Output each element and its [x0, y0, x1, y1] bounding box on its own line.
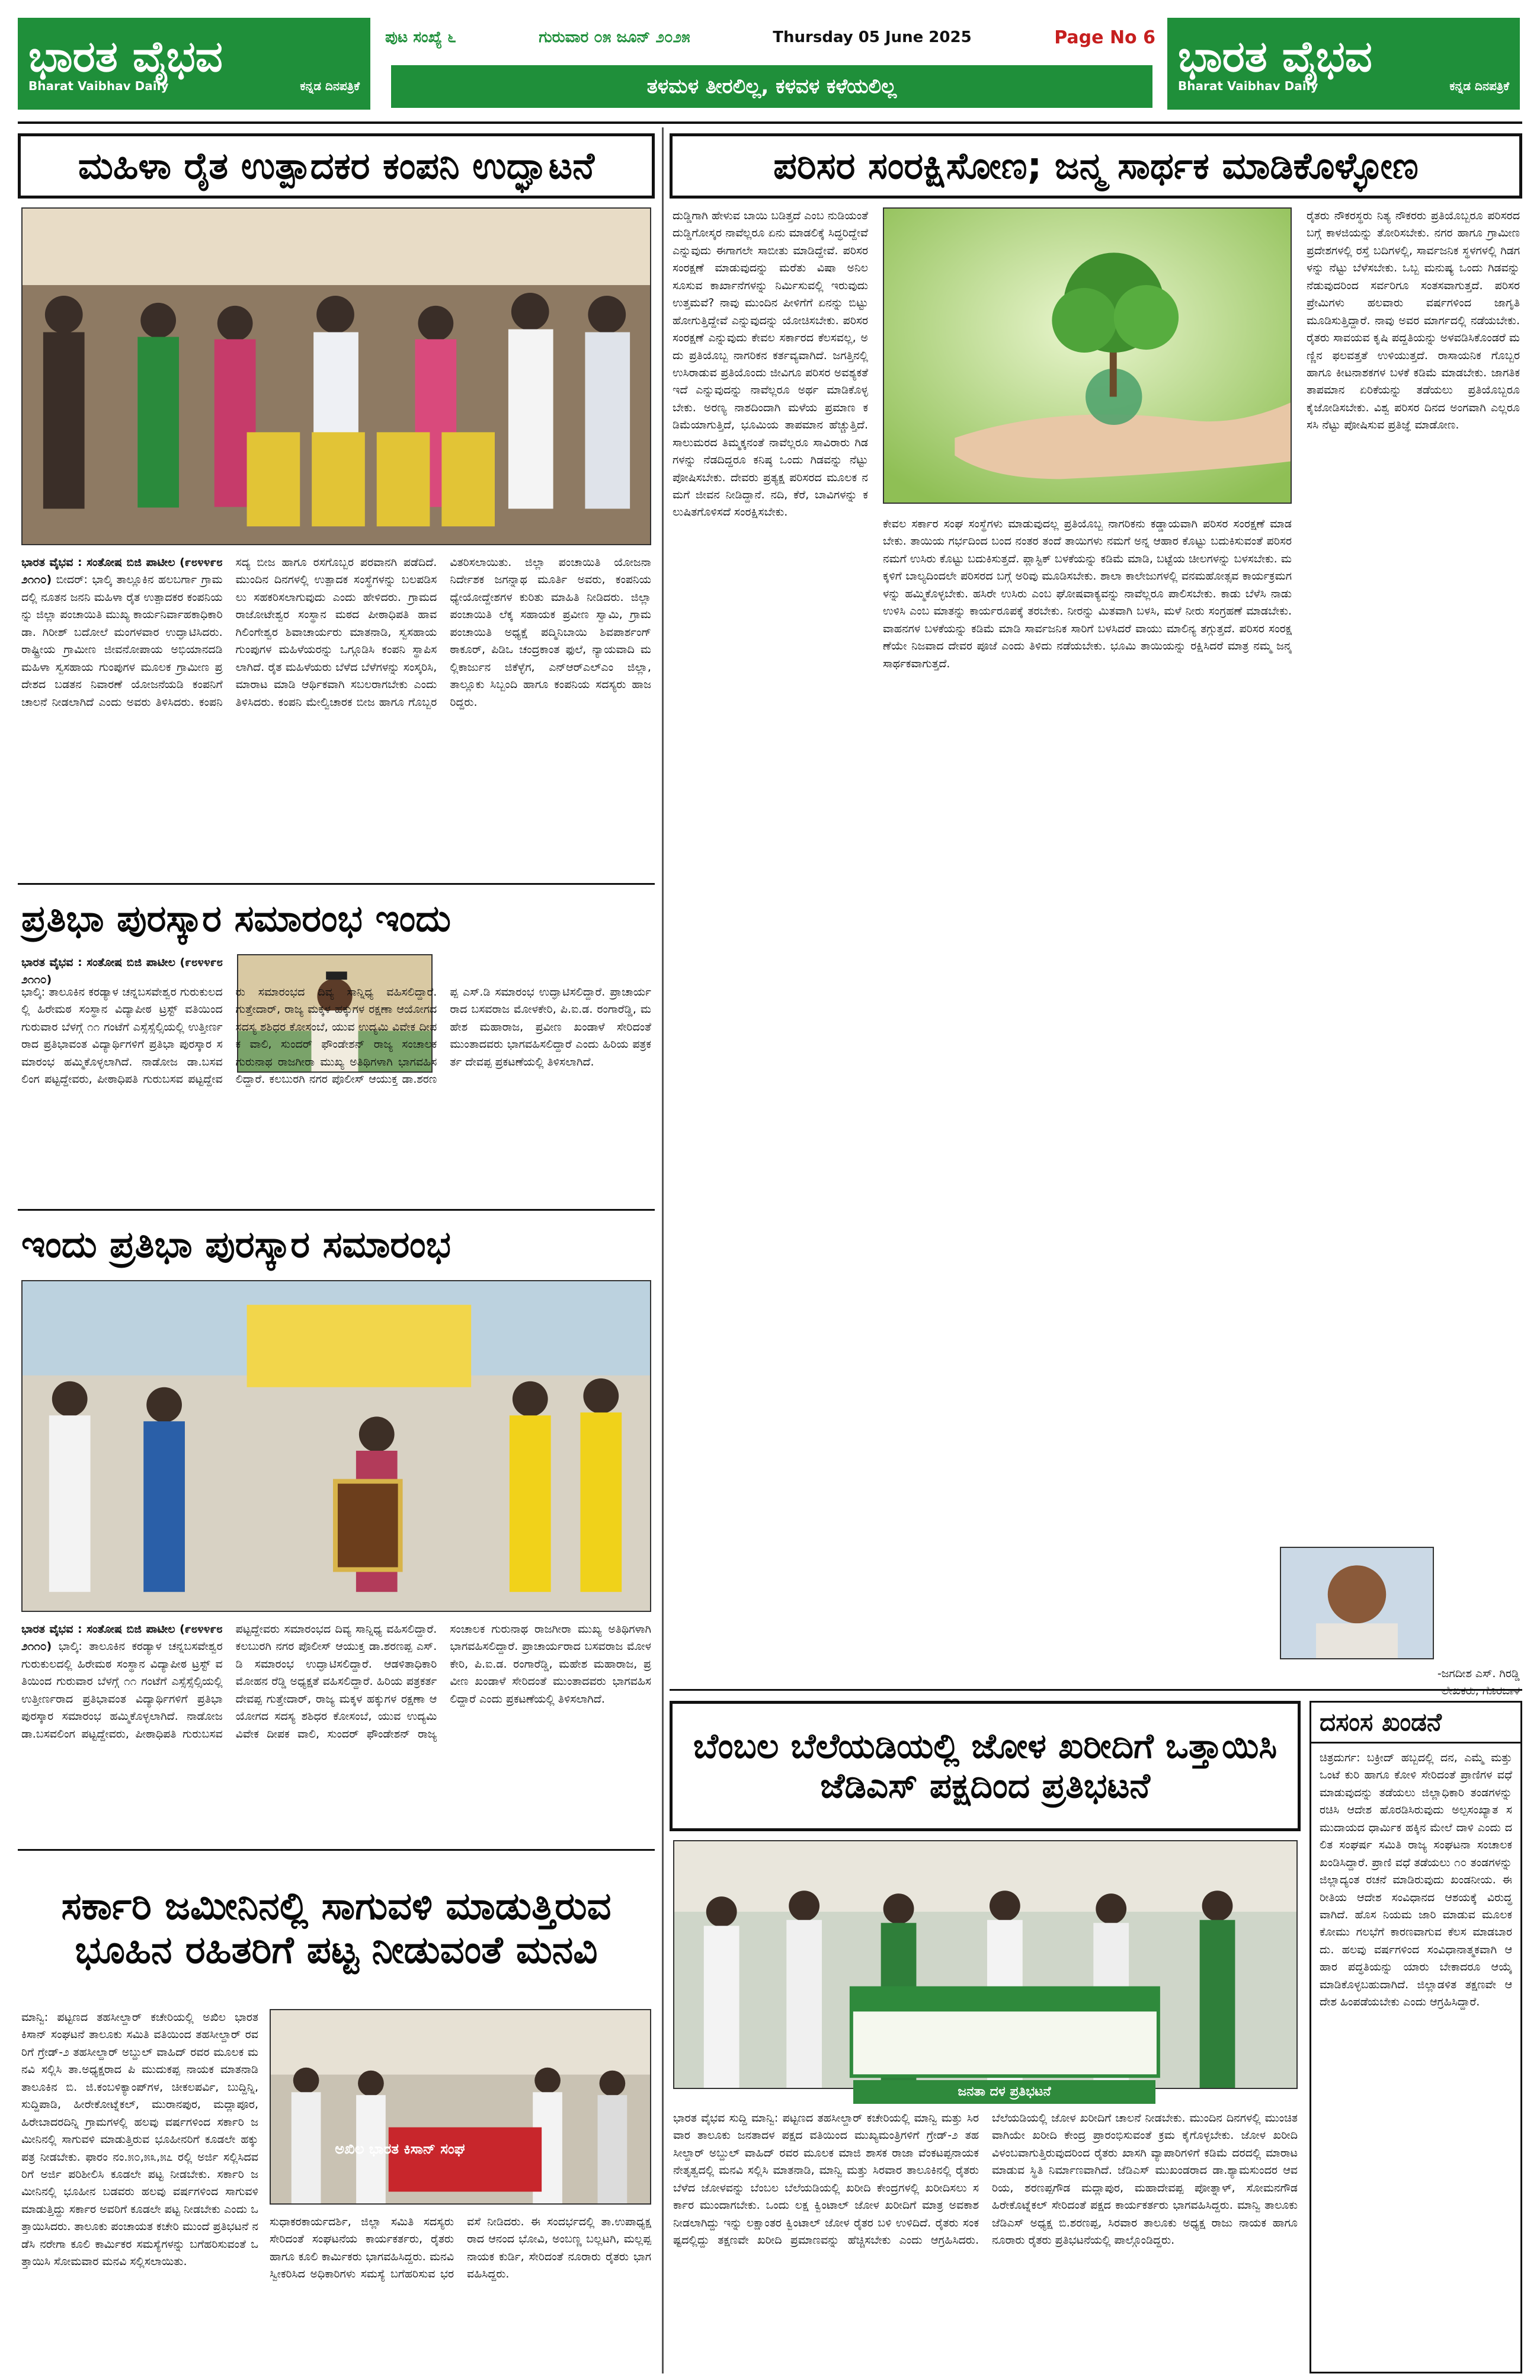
masthead-subtitle-kn-right: ಕನ್ನಡ ದಿನಪತ್ರಿಕೆ: [1449, 79, 1509, 94]
photo-a1: [21, 207, 651, 545]
text-a5-col2: ಕೇವಲ ಸರ್ಕಾರ ಸಂಘ ಸಂಸ್ಥೆಗಳು ಮಾಡುವುದಲ್ಲ ಪ್ರತಿಯೊಬ್ಬ ನಾಗರಿಕನು ಕಡ್ಡಾಯವಾಗಿ ಪರಿಸರ ಸಂರಕ್ಷಣೆ ಮಾಡಬೇಕು. ತಾಯಿಯ ಗರ್ಭದಿಂದ ಬಂದ ನಂತರ ತಂದೆ ತಾಯಿಗಳು ನಮಗೆ ಅನ್ನ ಆಹಾರ ಕೊಟ್ಟು ಬದುಕಿಸುವಂತೆ ಪರಿಸರ ನಮಗೆ ಉಸಿರು ಕೊಟ್ಟು ಬದುಕಿಸುತ್ತದೆ. ಪ್ಲಾಸ್ಟಿಕ್ ಬಳಕೆಯನ್ನು ಕಡಿಮೆ ಮಾಡಿ, ಬಟ್ಟೆಯ ಚೀಲಗಳನ್ನು ಬಳಸಬೇಕು. ಮಕ್ಕಳಿಗೆ ಬಾಲ್ಯದಿಂದಲೇ ಪರಿಸರದ ಬಗ್ಗೆ ಅರಿವು ಮೂಡಿಸಬೇಕು. ಶಾಲಾ ಕಾಲೇಜುಗಳಲ್ಲಿ ವನಮಹೋತ್ಸವ ಕಾರ್ಯಕ್ರಮಗಳನ್ನು ಹಮ್ಮಿಕೊಳ್ಳಬೇಕು. ಹಸಿರೇ ಉಸಿರು ಎಂಬ ಘೋಷವಾಕ್ಯವನ್ನು ನಾವೆಲ್ಲರೂ ಪಾಲಿಸಬೇಕು. ಕಾಡು ಬೆಳೆಸಿ ನಾಡು ಉಳಿಸಿ ಎಂಬ ಮಾತನ್ನು ಕಾರ್ಯರೂಪಕ್ಕೆ ತರಬೇಕು. ನೀರನ್ನು ಮಿತವಾಗಿ ಬಳಸಿ, ಮಳೆ ನೀರು ಸಂಗ್ರಹಣೆ ಮಾಡಬೇಕು. ವಾಹನಗಳ ಬಳಕೆಯನ್ನು ಕಡಿಮೆ ಮಾಡಿ ಸಾರ್ವಜನಿಕ ಸಾರಿಗೆ ಬಳಸಿದರೆ ವಾಯು ಮಾಲಿನ್ಯ ತಗ್ಗುತ್ತದೆ. ಪರಿಸರ ಸಂರಕ್ಷಣೆಯೇ ನಿಜವಾದ ದೇವರ ಪೂಜೆ ಎಂದು ತಿಳಿದು ನಡೆಯಬೇಕು. ಭೂಮಿ ತಾಯಿಯನ್ನು ರಕ್ಷಿಸಿದರೆ ಮಾತ್ರ ನಮ್ಮ ಜನ್ಮ ಸಾರ್ಥಕವಾಗುತ್ತದೆ.: [883, 517, 1292, 670]
byline-a1: ಭಾರತ ವೈಭವ : ಸಂತೋಷ ಬಿಜಿ ಪಾಟೀಲ (೯೮೪೪೯೮೨೧೧೦): [21, 556, 223, 587]
tagline: ತಳಮಳ ತೀರಲಿಲ್ಲ, ಕಳವಳ ಕಳೆಯಲಿಲ್ಲ: [646, 75, 897, 98]
body-a5-col2: [883, 516, 1292, 1523]
text-a5-col3: ರೈತರು ನೌಕರಸ್ಥರು ನಿತ್ಯ ನೌಕರರು ಪ್ರತಿಯೊಬ್ಬರೂ ಪರಿಸರದ ಬಗ್ಗೆ ಕಾಳಜಿಯನ್ನು ತೋರಿಸಬೇಕು. ನಗರ ಹಾಗೂ ಗ್ರಾಮೀಣ ಪ್ರದೇಶಗಳಲ್ಲಿ ರಸ್ತೆ ಬದಿಗಳಲ್ಲಿ, ಸಾರ್ವಜನಿಕ ಸ್ಥಳಗಳಲ್ಲಿ ಗಿಡಗಳನ್ನು ನೆಟ್ಟು ಬೆಳೆಸಬೇಕು. ಒಬ್ಬ ಮನುಷ್ಯ ಒಂದು ಗಿಡವನ್ನು ನೆಡುವುದರಿಂದ ಸರ್ವರಿಗೂ ಸಂತಸವಾಗುತ್ತದೆ. ಪರಿಸರ ಪ್ರೇಮಿಗಳು ಹಲವಾರು ವರ್ಷಗಳಿಂದ ಜಾಗೃತಿ ಮೂಡಿಸುತ್ತಿದ್ದಾರೆ. ನಾವು ಅವರ ಮಾರ್ಗದಲ್ಲಿ ನಡೆಯಬೇಕು. ರೈತರು ಸಾವಯವ ಕೃಷಿ ಪದ್ದತಿಯನ್ನು ಅಳವಡಿಸಿಕೊಂಡರೆ ಮಣ್ಣಿನ ಫಲವತ್ತತೆ ಉಳಿಯುತ್ತದೆ. ರಾಸಾಯನಿಕ ಗೊಬ್ಬರ ಹಾಗೂ ಕೀಟನಾಶಕಗಳ ಬಳಕೆ ಕಡಿಮೆ ಮಾಡಬೇಕು. ಜಾಗತಿಕ ತಾಪಮಾನ ಏರಿಕೆಯನ್ನು ತಡೆಯಲು ಪ್ರತಿಯೊಬ್ಬರೂ ಕೈಜೋಡಿಸಬೇಕು. ವಿಶ್ವ ಪರಿಸರ ದಿನದ ಅಂಗವಾಗಿ ಎಲ್ಲರೂ ಸಸಿ ನೆಟ್ಟು ಪೋಷಿಸುವ ಪ್ರತಿಜ್ಞೆ ಮಾಡೋಣ.: [1307, 209, 1520, 432]
body-a1: [21, 554, 651, 877]
rule-a5: [670, 1689, 1522, 1691]
rule-a2: [18, 1209, 655, 1211]
banner-a6: ಜನತಾ ದಳ ಪ್ರತಿಭಟನೆ: [853, 2080, 1155, 2104]
author-name: -ಜಗದೀಶ ಎಸ್. ಗಿರಡ್ಡಿ: [1437, 1667, 1520, 1680]
sidebox-a7: [1310, 1701, 1522, 2373]
text-a1: ಬೀದರ್: ಭಾಲ್ಕಿ ತಾಲ್ಲೂಕಿನ ಹಲಬರ್ಗಾ ಗ್ರಾಮದಲ್ಲಿ ನೂತನ ಜನನಿ ಮಹಿಳಾ ರೈತ ಉತ್ಪಾದಕರ ಕಂಪನಿಯನ್ನು ಜಿಲ್ಲಾ ಪಂಚಾಯಿತಿ ಮುಖ್ಯ ಕಾರ್ಯನಿರ್ವಾಹಕಾಧಿಕಾರಿ ಡಾ. ಗಿರೀಶ್ ಬದೋಲೆ ಮಂಗಳವಾರ ಉದ್ಘಾಟಿಸಿದರು. ರಾಷ್ಟ್ರೀಯ ಗ್ರಾಮೀಣ ಜೀವನೋಪಾಯ ಅಭಿಯಾನದಡಿ ಮಹಿಳಾ ಸ್ವಸಹಾಯ ಗುಂಪುಗಳ ಮೂಲಕ ಗ್ರಾಮೀಣ ಪ್ರದೇಶದ ಬಡತನ ನಿವಾರಣೆ ಯೋಜನೆಯಡಿ ಕಂಪನಿಗೆ ಚಾಲನೆ ನೀಡಲಾಗಿದೆ ಎಂದು ಅವರು ತಿಳಿಸಿದರು. ಕಂಪನಿ ಸದ್ಯ ಬೀಜ ಹಾಗೂ ರಸಗೊಬ್ಬರ ಪರವಾನಗಿ ಪಡೆದಿದೆ. ಮುಂದಿನ ದಿನಗಳಲ್ಲಿ ಉತ್ಪಾದಕ ಸಂಸ್ಥೆಗಳನ್ನು ಬಲಪಡಿಸಲು ಸಹಕರಿಸಲಾಗುವುದು ಎಂದು ಹೇಳಿದರು. ಗ್ರಾಮದ ರಾಜೋಟೇಶ್ವರ ಸಂಸ್ಥಾನ ಮಠದ ಪೀಠಾಧಿಪತಿ ಹಾವಗಿಲಿಂಗೇಶ್ವರ ಶಿವಾಚಾರ್ಯರು ಮಾತನಾಡಿ, ಸ್ವಸಹಾಯ ಗುಂಪುಗಳ ಮಹಿಳೆಯರನ್ನು ಒಗ್ಗೂಡಿಸಿ ಕಂಪನಿ ಸ್ಥಾಪಿಸಲಾಗಿದೆ. ರೈತ ಮಹಿಳೆಯರು ಬೆಳೆದ ಬೆಳೆಗಳನ್ನು ಸಂಸ್ಕರಿಸಿ, ಮಾರಾಟ ಮಾಡಿ ಆರ್ಥಿಕವಾಗಿ ಸಬಲರಾಗಬೇಕು ಎಂದು ತಿಳಿಸಿದರು. ಕಂಪನಿ ಮೇಲ್ವಿಚಾರಕ ಬೀಜ ಹಾಗೂ ಗೊಬ್ಬರ ವಿತರಿಸಲಾಯಿತು. ಜಿಲ್ಲಾ ಪಂಚಾಯಿತಿ ಯೋಜನಾ ನಿರ್ದೇಶಕ ಜಗನ್ನಾಥ ಮೂರ್ತಿ ಅವರು, ಕಂಪನಿಯ ಧ್ಯೇಯೋದ್ದೇಶಗಳ ಕುರಿತು ಮಾಹಿತಿ ನೀಡಿದರು. ಜಿಲ್ಲಾ ಪಂಚಾಯಿತಿ ಲೆಕ್ಕ ಸಹಾಯಕ ಪ್ರವೀಣ ಸ್ವಾಮಿ, ಗ್ರಾಮ ಪಂಚಾಯಿತಿ ಅಧ್ಯಕ್ಷೆ ಪದ್ಮಿನಿಬಾಯಿ ಶಿವಪಾರ್ಶಂಗ್ ಠಾಕೂರ್, ಪಿಡಿಒ ಚಂದ್ರಕಾಂತ ಫುಲೆ, ನ್ಯಾಯವಾದಿ ಮಲ್ಲಿಕಾರ್ಜುನ ಜಿಕೆಳ್ಳೆಗ, ಎನ್‌ಆರ್‌ಎಲ್‌ಎಂ ಜಿಲ್ಲಾ, ತಾಲ್ಲೂಕು ಸಿಬ್ಬಂದಿ ಹಾಗೂ ಕಂಪನಿಯ ಸದಸ್ಯರು ಹಾಜರಿದ್ದರು.: [21, 556, 651, 709]
body-a3: [21, 1621, 651, 1843]
headline-a6: ಬೆಂಬಲ ಬೆಲೆಯಡಿಯಲ್ಲಿ ಜೋಳ ಖರೀದಿಗೆ ಒತ್ತಾಯಿಸಿ ಜೆಡಿಎಸ್ ಪಕ್ಷದಿಂದ ಪ್ರತಿಭಟನೆ: [670, 1701, 1301, 1831]
body-a7: [1311, 1744, 1520, 2372]
date-kn: ಗುರುವಾರ ೦೫ ಜೂನ್ ೨೦೨೫: [539, 28, 690, 46]
column-divider: [662, 127, 664, 2373]
date-en: Thursday 05 June 2025: [773, 28, 972, 46]
photo-a6: [673, 1840, 1298, 2089]
headline-a3: ಇಂದು ಪ್ರತಿಭಾ ಪುರಸ್ಕಾರ ಸಮಾರಂಭ: [21, 1223, 451, 1266]
headline-a4: ಸರ್ಕಾರಿ ಜಮೀನಿನಲ್ಲಿ ಸಾಗುವಳಿ ಮಾಡುತ್ತಿರುವ ಭೂಹಿನ ರಹಿತರಿಗೆ ಪಟ್ಟ ನೀಡುವಂತೆ ಮನವಿ: [61, 1885, 611, 1972]
photo-a5: [883, 207, 1292, 504]
byline-a3: ಭಾರತ ವೈಭವ : ಸಂತೋಷ ಬಿಜಿ ಪಾಟೀಲ (೯೮೪೪೯೮೨೧೧೦): [21, 1623, 223, 1653]
rule-a3: [18, 1849, 655, 1851]
body-a4-right: [270, 2213, 651, 2371]
date-strip: [385, 23, 1155, 52]
body-a2: [21, 984, 651, 1197]
photo-a3: [21, 1280, 651, 1612]
body-a6: [673, 2110, 1298, 2373]
text-a4-left: ಮಾನ್ವಿ: ಪಟ್ಟಣದ ತಹಸೀಲ್ದಾರ್ ಕಚೇರಿಯಲ್ಲಿ ಅಖಿಲ ಭಾರತ ಕಿಸಾನ್ ಸಂಘಟನೆ ತಾಲೂಕು ಸಮಿತಿ ವತಿಯಿಂದ ತಹಸೀಲ್ದಾರ್ ರವರಿಗೆ ಗ್ರೇಡ್-೨ ತಹಸೀಲ್ದಾರ್ ಅಬ್ದುಲ್ ವಾಹಿದ್ ರವರ ಮೂಲಕ ಮನವಿ ಸಲ್ಲಿಸಿ ತಾ.ಅಧ್ಯಕ್ಷರಾದ ಪಿ ಮುದುಕಪ್ಪ ನಾಯಕ ಮಾತನಾಡಿ ತಾಲೂಕಿನ ಬಿ. ಜಿ.ಕಂಬಳಿಕ್ಯಾಂಪ್‌ಗಳ, ಚೀಕಲಪರ್ವಿ, ಬುದ್ದಿನ್ನಿ, ಸುದ್ದಿಪಾಡಿ, ಹೀರೇಕೋಟ್ನೆಕಲ್, ಮುರಾನಪುರ, ಮದ್ಲಾಪೂರ, ಹಿರೇಬಾದರದಿನ್ನಿ ಗ್ರಾಮಗಳಲ್ಲಿ ಹಲವು ವರ್ಷಗಳಿಂದ ಸರ್ಕಾರಿ ಜಮೀನಿನಲ್ಲಿ ಸಾಗುವಳಿ ಮಾಡುತ್ತಿರುವ ಭೂಹೀನರಿಗೆ ಕೂಡಲೇ ಹಕ್ಕು ಪತ್ರ ನೀಡಬೇಕು. ಫಾರಂ ನಂ.೫೦,೫೩,೫೭ ರಲ್ಲಿ ಅರ್ಜಿ ಸಲ್ಲಿಸಿದವರಿಗೆ ಅರ್ಜಿ ಪರಿಶೀಲಿಸಿ ಕೂಡಲೇ ಪಟ್ಟ ನೀಡಬೇಕು. ಸರ್ಕಾರಿ ಜಮೀನಿನಲ್ಲಿ ಭೂಹೀನ ಬಡವರು ಹಲವು ವರ್ಷಗಳಿಂದ ಸಾಗುವಳಿ ಮಾಡುತ್ತಿದ್ದು ಸರ್ಕಾರ ಅವರಿಗೆ ಕೂಡಲೇ ಪಟ್ಟ ನೀಡಬೇಕು ಎಂದು ಒತ್ತಾಯಿಸಿದರು. ತಾಲೂಕು ಪಂಚಾಯತ ಕಚೇರಿ ಮುಂದೆ ಪ್ರತಿಭಟನೆ ನಡೆಸಿ ನರೇಗಾ ಕೂಲಿ ಕಾರ್ಮಿಕರ ಸಮಸ್ಯೆಗಳನ್ನು ಬಗೆಹರಿಸುವಂತೆ ಒತ್ತಾಯಿಸಿ ಸೋಮವಾರ ಮನವಿ ಸಲ್ಲಿಸಲಾಯಿತು.: [21, 2011, 258, 2269]
text-a4-right: ಸುಧಾಕರಕಾರ್ಯದರ್ಶಿ, ಜಿಲ್ಲಾ ಸಮಿತಿ ಸದಸ್ಯರು ಸೇರಿದಂತೆ ಸಂಘಟನೆಯ ಕಾರ್ಯಕರ್ತರು, ರೈತರು ಹಾಗೂ ಕೂಲಿ ಕಾರ್ಮಿಕರು ಭಾಗವಹಿಸಿದ್ದರು. ಮನವಿ ಸ್ವೀಕರಿಸಿದ ಅಧಿಕಾರಿಗಳು ಸಮಸ್ಯೆ ಬಗೆಹರಿಸುವ ಭರವಸೆ ನೀಡಿದರು. ಈ ಸಂದರ್ಭದಲ್ಲಿ ತಾ.ಉಪಾಧ್ಯಕ್ಷರಾದ ಆನಂದ ಭೋವಿ, ಅಂಬಣ್ಣ ಬಲ್ಲಟಗಿ, ಮಲ್ಲಪ್ಪ ನಾಯಕ ಕುರ್ಡಿ, ಸೇರಿದಂತೆ ನೂರಾರು ರೈತರು ಭಾಗವಹಿಸಿದ್ದರು.: [270, 2215, 651, 2281]
masthead-title-right: ಭಾರತ ವೈಭವ: [1178, 31, 1372, 81]
masthead-subtitle-kn: ಕನ್ನಡ ದಿನಪತ್ರಿಕೆ: [300, 79, 360, 94]
text-a5-col1: ದುಡ್ಡಿಗಾಗಿ ಹೇಳುವ ಬಾಯಿ ಬಡಿತ್ತದೆ ಎಂಬ ನುಡಿಯಂತೆ ದುಡ್ಡಿಗೋಸ್ಕರ ನಾವೆಲ್ಲರೂ ಏನು ಮಾಡಲಿಕ್ಕೆ ಸಿದ್ಧರಿದ್ದೇವೆ ಎನ್ನುವುದು ಈಗಾಗಲೇ ಸಾಬೀತು ಮಾಡಿದ್ದೇವೆ. ಪರಿಸರ ಸಂರಕ್ಷಣೆ ಮಾಡುವುದನ್ನು ಮರೆತು ವಿಷಾ ಅನಿಲ ಸೂಸುವ ಕಾರ್ಖಾನೆಗಳನ್ನು ನಿರ್ಮಿಸುವಲ್ಲಿ ಇರುವುದು ಉತ್ತಮವೆ? ನಾವು ಮುಂದಿನ ಪೀಳಿಗೆಗೆ ಏನನ್ನು ಬಿಟ್ಟು ಹೋಗುತ್ತಿದ್ದೇವೆ ಎನ್ನುವುದನ್ನು ಯೋಚಿಸಬೇಕು. ಪರಿಸರ ಸಂರಕ್ಷಣೆ ಎನ್ನುವುದು ಕೇವಲ ಸರ್ಕಾರದ ಕೆಲಸವಲ್ಲ, ಅದು ಪ್ರತಿಯೊಬ್ಬ ನಾಗರಿಕನ ಕರ್ತವ್ಯವಾಗಿದೆ. ಜಗತ್ತಿನಲ್ಲಿ ಉಸಿರಾಡುವ ಪ್ರತಿಯೊಂದು ಜೀವಿಗೂ ಪರಿಸರ ಅವಶ್ಯಕತೆ ಇದೆ ಎನ್ನುವುದನ್ನು ನಾವೆಲ್ಲರೂ ಅರ್ಥ ಮಾಡಿಕೊಳ್ಳಬೇಕು. ಅರಣ್ಯ ನಾಶದಿಂದಾಗಿ ಮಳೆಯ ಪ್ರಮಾಣ ಕಡಿಮೆಯಾಗುತ್ತಿದೆ, ಭೂಮಿಯ ತಾಪಮಾನ ಹೆಚ್ಚುತ್ತಿದೆ. ಸಾಲುಮರದ ತಿಮ್ಮಕ್ಕನಂತೆ ನಾವೆಲ್ಲರೂ ಸಾವಿರಾರು ಗಿಡಗಳನ್ನು ನೆಡದಿದ್ದರೂ ಕನಿಷ್ಠ ಒಂದು ಗಿಡವನ್ನು ನೆಟ್ಟು ಪೋಷಿಸಬೇಕು. ದೇವರು ಪ್ರತ್ಯಕ್ಷ ಪರಿಸರದ ಮೂಲಕ ನಮಗೆ ಜೀವನ ನೀಡಿದ್ದಾನೆ. ನದಿ, ಕೆರೆ, ಬಾವಿಗಳನ್ನು ಕಲುಷಿತಗೊಳಿಸದೆ ಸಂರಕ್ಷಿಸಬೇಕು.: [673, 209, 868, 519]
text-a2: ಭಾಲ್ಕಿ: ತಾಲೂಕಿನ ಕರಡ್ಯಾಳ ಚನ್ನಬಸವೇಶ್ವರ ಗುರುಕುಲದಲ್ಲಿ ಹಿರೇಮಠ ಸಂಸ್ಥಾನ ವಿದ್ಯಾಪೀಠ ಟ್ರಸ್ಟ್ ವತಿಯಿಂದ ಗುರುವಾರ ಬೆಳಗ್ಗೆ ೧೧ ಗಂಟೆಗೆ ಎಸ್ಸೆಸ್ಸೆಲ್ಸಿಯಲ್ಲಿ ಉತ್ತೀರ್ಣರಾದ ಪ್ರತಿಭಾವಂತ ವಿದ್ಯಾರ್ಥಿಗಳಿಗೆ ಪ್ರತಿಭಾ ಪುರಸ್ಕಾರ ಸಮಾರಂಭ ಹಮ್ಮಿಕೊಳ್ಳಲಾಗಿದೆ. ನಾಡೋಜ ಡಾ.ಬಸವಲಿಂಗ ಪಟ್ಟದ್ದೇವರು, ಪೀಠಾಧಿಪತಿ ಗುರುಬಸವ ಪಟ್ಟದ್ದೇವರು ಸಮಾರಂಭದ ದಿವ್ಯ ಸಾನ್ನಿಧ್ಯ ವಹಿಸಲಿದ್ದಾರೆ. ಗುತ್ತೇದಾರ್, ರಾಜ್ಯ ಮಕ್ಕಳ ಹಕ್ಕುಗಳ ರಕ್ಷಣಾ ಆಯೋಗದ ಸದಸ್ಯ ಶಶಿಧರ ಕೋಸಂಬೆ, ಯುವ ಉದ್ಯಮಿ ವಿವೇಕ ದೀಪಕ ವಾಲಿ, ಸುಂದರ್ ಫೌಂಡೇಶನ್ ರಾಜ್ಯ ಸಂಚಾಲಕ ಗುರುನಾಥ ರಾಜಗೀರಾ ಮುಖ್ಯ ಅತಿಥಿಗಳಾಗಿ ಭಾಗವಹಿಸಲಿದ್ದಾರೆ. ಕಲಬುರಗಿ ನಗರ ಪೊಲೀಸ್ ಆಯುಕ್ತ ಡಾ.ಶರಣಪ್ಪ ಎಸ್.ಡಿ ಸಮಾರಂಭ ಉದ್ಘಾಟಿಸಲಿದ್ದಾರೆ. ಪ್ರಾಚಾರ್ಯರಾದ ಬಸವರಾಜ ಮೋಳಕೇರಿ, ಪಿ.ಐ.ಡ. ರಂಗಾರೆಡ್ಡಿ, ಮಹೇಶ ಮಹಾರಾಜ, ಪ್ರವೀಣ ಖಂಡಾಳೆ ಸೇರಿದಂತೆ ಮುಂತಾದವರು ಭಾಗವಹಿಸಲಿದ್ದಾರೆ ಎಂದು ಹಿರಿಯ ಪತ್ರಕರ್ತ ದೇವಪ್ಪ ಪ್ರಕಟಣೆಯಲ್ಲಿ ತಿಳಿಸಲಾಗಿದೆ.: [21, 986, 651, 1086]
masthead-subtitle-en-right: Bharat Vaibhav Daily: [1178, 79, 1318, 94]
headline-a2: ಪ್ರತಿಭಾ ಪುರಸ್ಕಾರ ಸಮಾರಂಭ ಇಂದು: [21, 897, 451, 941]
text-a6-part2: ಬೆಲೆಯಡಿಯಲ್ಲಿ ಜೋಳ ಖರೀದಿಗೆ ಚಾಲನೆ ನೀಡಬೇಕು. ಮುಂದಿನ ದಿನಗಳಲ್ಲಿ ಮುಂಚಿತವಾಗಿಯೇ ಖರೀದಿ ಕೇಂದ್ರ ಪ್ರಾರಂಭಿಸುವಂತೆ ಕ್ರಮ ಕೈಗೊಳ್ಳಬೇಕು. ಜೋಳ ಖರೀದಿ ವಿಳಂಬವಾಗುತ್ತಿರುವುದರಿಂದ ರೈತರು ಖಾಸಗಿ ವ್ಯಾಪಾರಿಗಳಿಗೆ ಕಡಿಮೆ ದರದಲ್ಲಿ ಮಾರಾಟ ಮಾಡುವ ಸ್ಥಿತಿ ನಿರ್ಮಾಣವಾಗಿದೆ. ಜೆಡಿಎಸ್ ಮುಖಂಡರಾದ ಡಾ.ಶ್ಯಾಮಸುಂದರ ಆವರಿಯ, ಶರಣಪ್ಪಗೌಡ ಮದ್ಲಾಪುರ, ಮಹಾದೇವಪ್ಪ ಪೋತ್ನಾಳ್, ಸೋಮನಗೌಡ ಹಿರೇಕೊಟ್ನೆಕಲ್ ಸೇರಿದಂತೆ ಪಕ್ಷದ ಕಾರ್ಯಕರ್ತರು ಭಾಗವಹಿಸಿದ್ದರು. ಮಾನ್ವಿ ತಾಲೂಕು ಜೆಡಿಎಸ್ ಅಧ್ಯಕ್ಷ ಬಿ.ಶರಣಪ್ಪ, ಸಿರವಾರ ತಾಲೂಕು ಅಧ್ಯಕ್ಷ ರಾಜು ನಾಯಕ ಹಾಗೂ ನೂರಾರು ರೈತರು ಪ್ರತಿಭಟನೆಯಲ್ಲಿ ಪಾಲ್ಗೊಂಡಿದ್ದರು.: [992, 2112, 1298, 2247]
masthead-subtitle-en: Bharat Vaibhav Daily: [28, 79, 169, 94]
body-a4-left: [21, 2009, 258, 2371]
body-a5-col3: [1307, 207, 1520, 1689]
photo-a4: [270, 2009, 651, 2205]
text-a7: ಚಿತ್ರದುರ್ಗ: ಬಕ್ರೀದ್ ಹಬ್ಬದಲ್ಲಿ ದನ, ಎಮ್ಮೆ ಮತ್ತು ಒಂಟೆ ಕುರಿ ಹಾಗೂ ಕೋಳಿ ಸೇರಿದಂತೆ ಪ್ರಾಣಿಗಳ ವಧೆ ಮಾಡುವುದನ್ನು ತಡೆಯಲು ಜಿಲ್ಲಾಧಿಕಾರಿ ತಂಡಗಳನ್ನು ರಚಿಸಿ ಆದೇಶ ಹೊರಡಿಸಿರುವುದು ಅಲ್ಪಸಂಖ್ಯಾತ ಸಮುದಾಯದ ಧಾರ್ಮಿಕ ಹಕ್ಕಿನ ಮೇಲೆ ದಾಳಿ ಎಂದು ದಲಿತ ಸಂಘರ್ಷ ಸಮಿತಿ ರಾಜ್ಯ ಸಂಘಟನಾ ಸಂಚಾಲಕ ಖಂಡಿಸಿದ್ದಾರೆ. ಪ್ರಾಣಿ ವಧೆ ತಡೆಯಲು ೧೦ ತಂಡಗಳನ್ನು ಜಿಲ್ಲಾದ್ಯಂತ ರಚನೆ ಮಾಡಿರುವುದು ಖಂಡನೀಯ. ಈ ರೀತಿಯ ಆದೇಶ ಸಂವಿಧಾನದ ಆಶಯಕ್ಕೆ ವಿರುದ್ಧವಾಗಿದೆ. ಹೊಸ ನಿಯಮ ಜಾರಿ ಮಾಡುವ ಮೂಲಕ ಕೋಮು ಗಲಭೆಗೆ ಕಾರಣವಾಗುವ ಕೆಲಸ ಮಾಡಬಾರದು. ಹಲವು ವರ್ಷಗಳಿಂದ ಸಂವಿಧಾನಾತ್ಮಕವಾಗಿ ಆಹಾರ ಪದ್ಧತಿಯನ್ನು ಯಾರು ಬೇಕಾದರೂ ಆಯ್ಕೆ ಮಾಡಿಕೊಳ್ಳಬಹುದಾಗಿದೆ. ಜಿಲ್ಲಾಡಳಿತ ತಕ್ಷಣವೇ ಆದೇಶ ಹಿಂಪಡೆಯಬೇಕು ಎಂದು ಆಗ್ರಹಿಸಿದ್ದಾರೆ.: [1320, 1751, 1512, 2009]
masthead-title: ಭಾರತ ವೈಭವ: [28, 31, 223, 81]
byline-a2: ಭಾರತ ವೈಭವ : ಸಂತೋಷ ಬಿಜಿ ಪಾಟೀಲ (೯೮೪೪೯೮೨೧೧೦): [21, 956, 223, 987]
headline-a1: ಮಹಿಳಾ ರೈತ ಉತ್ಪಾದಕರ ಕಂಪನಿ ಉದ್ಘಾಟನೆ: [18, 133, 655, 199]
text-a3: ಭಾಲ್ಕಿ: ತಾಲೂಕಿನ ಕರಡ್ಯಾಳ ಚನ್ನಬಸವೇಶ್ವರ ಗುರುಕುಲದಲ್ಲಿ ಹಿರೇಮಠ ಸಂಸ್ಥಾನ ವಿದ್ಯಾಪೀಠ ಟ್ರಸ್ಟ್ ವತಿಯಿಂದ ಗುರುವಾರ ಬೆಳಗ್ಗೆ ೧೧ ಗಂಟೆಗೆ ಎಸ್ಸೆಸ್ಸೆಲ್ಸಿಯಲ್ಲಿ ಉತ್ತೀರ್ಣರಾದ ಪ್ರತಿಭಾವಂತ ವಿದ್ಯಾರ್ಥಿಗಳಿಗೆ ಪ್ರತಿಭಾ ಪುರಸ್ಕಾರ ಸಮಾರಂಭ ಹಮ್ಮಿಕೊಳ್ಳಲಾಗಿದೆ. ನಾಡೋಜ ಡಾ.ಬಸವಲಿಂಗ ಪಟ್ಟದ್ದೇವರು, ಪೀಠಾಧಿಪತಿ ಗುರುಬಸವ ಪಟ್ಟದ್ದೇವರು ಸಮಾರಂಭದ ದಿವ್ಯ ಸಾನ್ನಿಧ್ಯ ವಹಿಸಲಿದ್ದಾರೆ. ಕಲಬುರಗಿ ನಗರ ಪೊಲೀಸ್ ಆಯುಕ್ತ ಡಾ.ಶರಣಪ್ಪ ಎಸ್.ಡಿ ಸಮಾರಂಭ ಉದ್ಘಾಟಿಸಲಿದ್ದಾರೆ. ಆಡಳಿತಾಧಿಕಾರಿ ಮೋಹನ ರೆಡ್ಡಿ ಅಧ್ಯಕ್ಷತೆ ವಹಿಸಲಿದ್ದಾರೆ. ಹಿರಿಯ ಪತ್ರಕರ್ತ ದೇವಪ್ಪ ಗುತ್ತೇದಾರ್, ರಾಜ್ಯ ಮಕ್ಕಳ ಹಕ್ಕುಗಳ ರಕ್ಷಣಾ ಆಯೋಗದ ಸದಸ್ಯ ಶಶಿಧರ ಕೋಸಂಬೆ, ಯುವ ಉದ್ಯಮಿ ವಿವೇಕ ದೀಪಕ ವಾಲಿ, ಸುಂದರ್ ಫೌಂಡೇಶನ್ ರಾಜ್ಯ ಸಂಚಾಲಕ ಗುರುನಾಥ ರಾಜಗೀರಾ ಮುಖ್ಯ ಅತಿಥಿಗಳಾಗಿ ಭಾಗವಹಿಸಲಿದ್ದಾರೆ. ಪ್ರಾಚಾರ್ಯರಾದ ಬಸವರಾಜ ಮೋಳಕೇರಿ, ಪಿ.ಐ.ಡ. ರಂಗಾರೆಡ್ಡಿ, ಮಹೇಶ ಮಹಾರಾಜ, ಪ್ರವೀಣ ಖಂಡಾಳೆ ಸೇರಿದಂತೆ ಮುಂತಾದವರು ಭಾಗವಹಿಸಲಿದ್ದಾರೆ ಎಂದು ಪ್ರಕಟಣೆಯಲ್ಲಿ ತಿಳಿಸಲಾಗಿದೆ.: [21, 1623, 651, 1741]
text-a6-part1: ಭಾರತ ವೈಭವ ಸುದ್ದಿ ಮಾನ್ವಿ: ಪಟ್ಟಣದ ತಹಸೀಲ್ದಾರ್ ಕಚೇರಿಯಲ್ಲಿ ಮಾನ್ವಿ ಮತ್ತು ಸಿರವಾರ ತಾಲೂಕು ಜನತಾದಳ ಪಕ್ಷದ ವತಿಯಿಂದ ಮುಖ್ಯಮಂತ್ರಿಗಳಿಗೆ ಗ್ರೇಡ್-೨ ತಹಸೀಲ್ದಾರ್ ಅಬ್ದುಲ್ ವಾಹಿದ್ ರವರ ಮೂಲಕ ಮಾಜಿ ಶಾಸಕ ರಾಜಾ ವೆಂಕಟಪ್ಪನಾಯಕ ನೇತೃತ್ವದಲ್ಲಿ ಮನವಿ ಸಲ್ಲಿಸಿ ಮಾತನಾಡಿ, ಮಾನ್ವಿ ಮತ್ತು ಸಿರವಾರ ತಾಲೂಕಿನಲ್ಲಿ ರೈತರು ಬೆಳೆದ ಜೋಳವನ್ನು ಬೆಂಬಲ ಬೆಲೆಯಡಿಯಲ್ಲಿ ಖರೀದಿ ಕೇಂದ್ರಗಳಲ್ಲಿ ಖರೀದಿಸಲು ಸರ್ಕಾರ ಮುಂದಾಗಬೇಕು. ಒಂದು ಲಕ್ಷ ಕ್ವಿಂಟಾಲ್ ಜೋಳ ಖರೀದಿಗೆ ಮಾತ್ರ ಅವಕಾಶ ನೀಡಲಾಗಿದ್ದು ಇನ್ನು ಲಕ್ಷಾಂತರ ಕ್ವಿಂಟಾಲ್ ಜೋಳ ರೈತರ ಬಳಿ ಉಳಿದಿದೆ. ರೈತರು ಸಂಕಷ್ಟದಲ್ಲಿದ್ದು ತಕ್ಷಣವೇ ಖರೀದಿ ಪ್ರಮಾಣವನ್ನು ಹೆಚ್ಚಿಸಬೇಕು ಎಂದು ಆಗ್ರಹಿಸಿದರು.: [673, 2112, 979, 2247]
masthead-right: [1167, 18, 1520, 110]
photo-a5-author: [1280, 1547, 1434, 1659]
rule-a1: [18, 883, 655, 885]
masthead-left: [18, 18, 370, 110]
top-rule: [18, 121, 1522, 124]
page-number: Page No 6: [1054, 27, 1155, 48]
body-a5-col1: [673, 207, 868, 1689]
headline-a7: ದಸಂಸ ಖಂಡನೆ: [1311, 1703, 1520, 1744]
tagline-bar: [391, 65, 1152, 108]
page-volume: ಪುಟ ಸಂಖ್ಯೆ ೬: [385, 28, 456, 46]
headline-a5: ಪರಿಸರ ಸಂರಕ್ಷಿಸೋಣ; ಜನ್ಮ ಸಾರ್ಥಕ ಮಾಡಿಕೊಳ್ಳೋಣ: [670, 133, 1522, 199]
banner-a4: ಅಖಿಲ ಭಾರತ ಕಿಸಾನ್ ಸಂಘ: [335, 2141, 465, 2158]
